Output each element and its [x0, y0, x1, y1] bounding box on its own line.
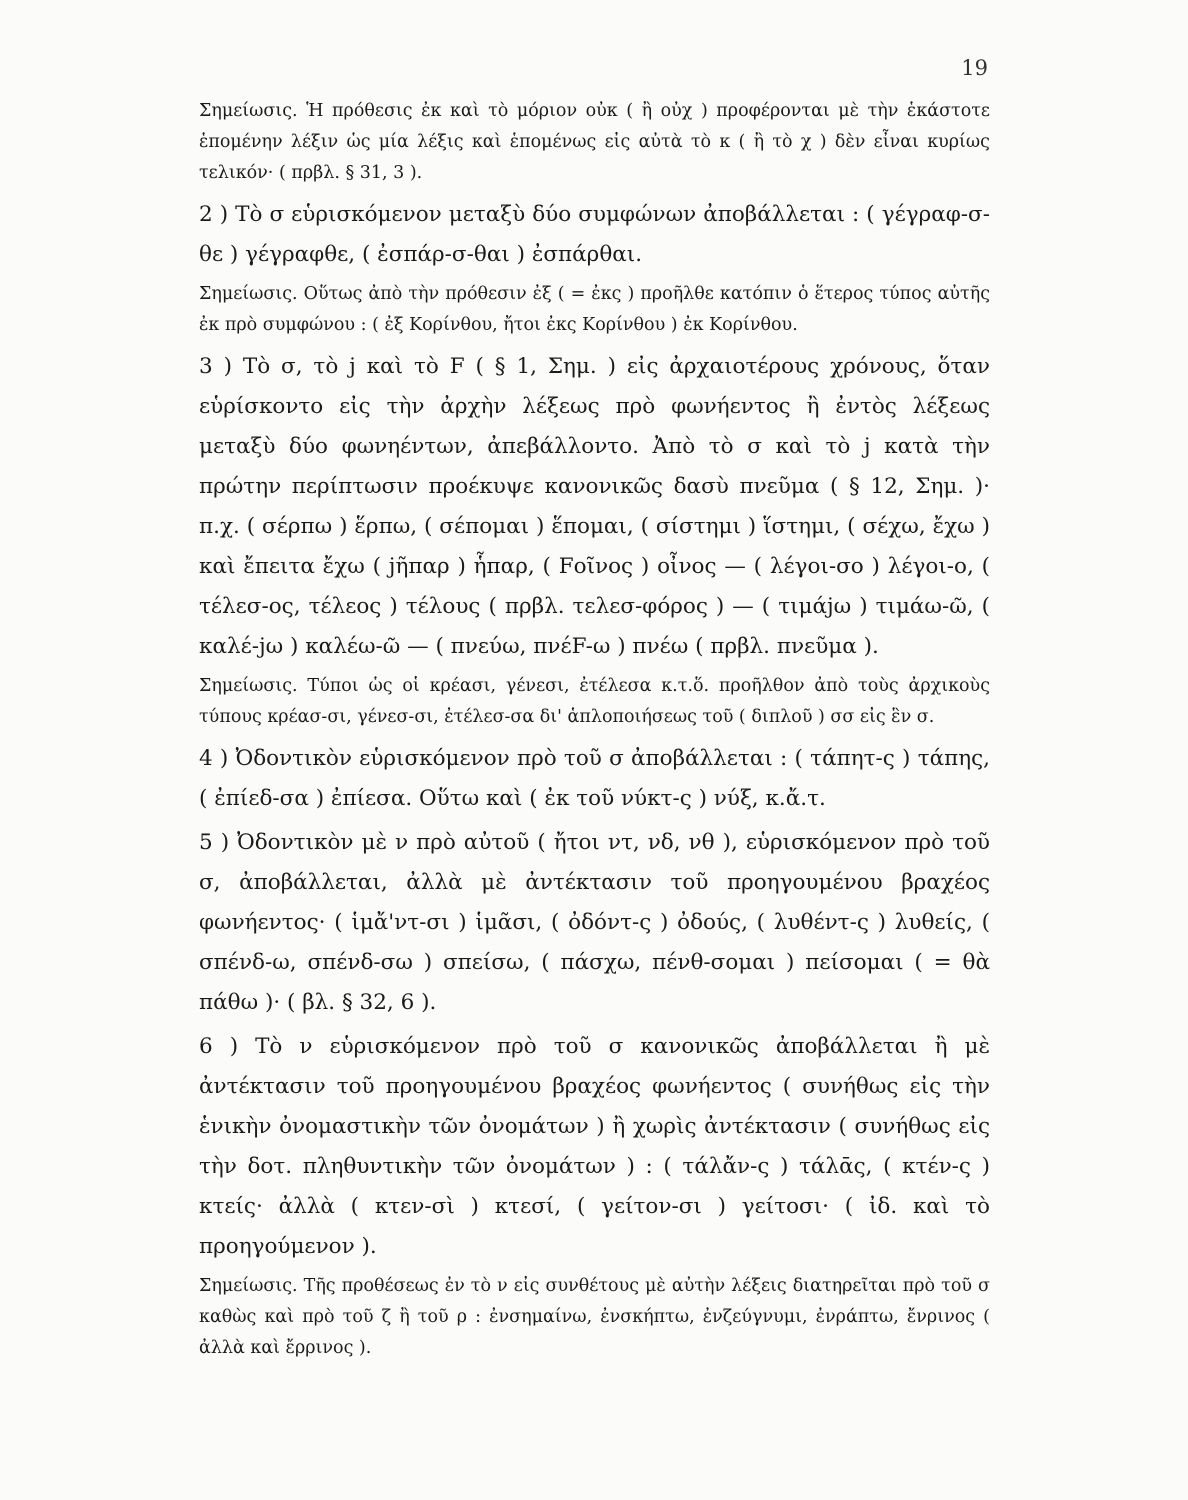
note-3-text: Σημείωσις. Τύποι ὡς οἱ κρέασι, γένεσι, ἐτέλεσα κ.τ.ὅ. προῆλθον ἀπὸ τοὺς ἀρχικοὺς τύπους κρέασ-σι, γένεσ-σι, ἐτέλεσ-σα δι' ἁπλοποιήσεως τοῦ ( διπλοῦ ) σσ εἰς ἓν σ. — [199, 676, 990, 727]
rule-5-text: 5 ) Ὀδοντικὸν μὲ ν πρὸ αὐτοῦ ( ἤτοι ντ, νδ, νθ ), εὑρισκόμενον πρὸ τοῦ σ, ἀποβάλλεται, ἀλλὰ μὲ ἀντέκτασιν τοῦ προηγουμένου βραχέος φωνήεντος· ( ἱμἄ'ντ-σι ) ἱμᾶσι, ( ὀδόντ-ς ) ὀδούς, ( λυθέντ-ς ) λυθείς, ( σπένδ-ω, σπένδ-σω ) σπείσω, ( πάσχω, πένθ-σομαι ) πείσομαι ( = θὰ πάθω )· ( βλ. § 32, 6 ). — [199, 830, 990, 1015]
note-3 — [147, 671, 990, 733]
note-4-text: Σημείωσις. Τῆς προθέσεως ἐν τὸ ν εἰς συνθέτους μὲ αὐτὴν λέξεις διατηρεῖται πρὸ τοῦ σ καθὼς καὶ πρὸ τοῦ ζ ἢ τοῦ ρ : ἐνσημαίνω, ἐνσκήπτω, ἐνζεύγνυμι, ἐνράπτω, ἔνρινος ( ἀλλὰ καὶ ἔρρινος ). — [199, 1276, 990, 1358]
rule-3 — [147, 347, 990, 667]
note-2-text: Σημείωσις. Οὕτως ἀπὸ τὴν πρόθεσιν ἐξ ( = ἐκς ) προῆλθε κατόπιν ὁ ἕτερος τύπος αὐτῆς ἐκ πρὸ συμφώνου : ( ἐξ Κορίνθου, ἤτοι ἐκς Κορίνθου ) ἐκ Κορίνθου. — [199, 284, 990, 335]
rule-5 — [147, 823, 990, 1023]
rule-2-text: 2 ) Τὸ σ εὑρισκόμενον μεταξὺ δύο συμφώνων ἀποβάλλεται : ( γέγραφ-σ-θε ) γέγραφθε, ( ἐσπάρ-σ-θαι ) ἐσπάρθαι. — [199, 202, 990, 267]
page-number: 19 — [961, 56, 988, 80]
note-2 — [147, 279, 990, 341]
rule-2 — [147, 195, 990, 275]
rule-6-text: 6 ) Τὸ ν εὑρισκόμενον πρὸ τοῦ σ κανονικῶς ἀποβάλλεται ἢ μὲ ἀντέκτασιν τοῦ προηγουμένου βραχέος φωνήεντος ( συνήθως εἰς τὴν ἑνικὴν ὀνομαστικὴν τῶν ὀνομάτων ) ἢ χωρὶς ἀντέκτασιν ( συνήθως εἰς τὴν δοτ. πληθυντικὴν τῶν ὀνομάτων ) : ( τάλἄν-ς ) τάλᾱς, ( κτέν-ς ) κτείς· ἀλλὰ ( κτεν-σὶ ) κτεσί, ( γείτον-σι ) γείτοσι· ( ἰδ. καὶ τὸ προηγούμενον ). — [199, 1034, 990, 1259]
rule-3-text: 3 ) Τὸ σ, τὸ j καὶ τὸ F ( § 1, Σημ. ) εἰς ἀρχαιοτέρους χρόνους, ὅταν εὑρίσκοντο εἰς τὴν ἀρχὴν λέξεως πρὸ φωνήεντος ἢ ἐντὸς λέξεως μεταξὺ δύο φωνηέντων, ἀπεβάλλοντο. Ἀπὸ τὸ σ καὶ τὸ j κατὰ τὴν πρώτην περίπτωσιν προέκυψε κανονικῶς δασὺ πνεῦμα ( § 12, Σημ. )· π.χ. ( σέρπω ) ἕρπω, ( σέπομαι ) ἕπομαι, ( σίστημι ) ἵστημι, ( σέχω, ἔχω ) καὶ ἔπειτα ἔχω ( jῆπαρ ) ἧπαρ, ( Fοῖνος ) οἶνος — ( λέγοι-σο ) λέγοι-ο, ( τέλεσ-ος, τέλεος ) τέλους ( πρβλ. τελεσ-φόρος ) — ( τιμάjω ) τιμάω-ῶ, ( καλέ-jω ) καλέω-ῶ — ( πνεύω, πνέF-ω ) πνέω ( πρβλ. πνεῦμα ). — [199, 354, 990, 659]
rule-4-text: 4 ) Ὀδοντικὸν εὑρισκόμενον πρὸ τοῦ σ ἀποβάλλεται : ( τάπητ-ς ) τάπης, ( ἐπίεδ-σα ) ἐπίεσα. Οὕτω καὶ ( ἐκ τοῦ νύκτ-ς ) νύξ, κ.ἄ.τ. — [199, 746, 990, 811]
page-body — [147, 96, 990, 1370]
rule-6 — [147, 1027, 990, 1267]
note-1-text: Σημείωσις. Ἡ πρόθεσις ἐκ καὶ τὸ μόριον οὐκ ( ἢ οὐχ ) προφέρονται μὲ τὴν ἑκάστοτε ἑπομένην λέξιν ὡς μία λέξις καὶ ἑπομένως εἰς αὐτὰ τὸ κ ( ἢ τὸ χ ) δὲν εἶναι κυρίως τελικόν· ( πρβλ. § 31, 3 ). — [199, 101, 990, 183]
note-4 — [147, 1271, 990, 1364]
rule-4 — [147, 739, 990, 819]
note-1 — [147, 96, 990, 189]
